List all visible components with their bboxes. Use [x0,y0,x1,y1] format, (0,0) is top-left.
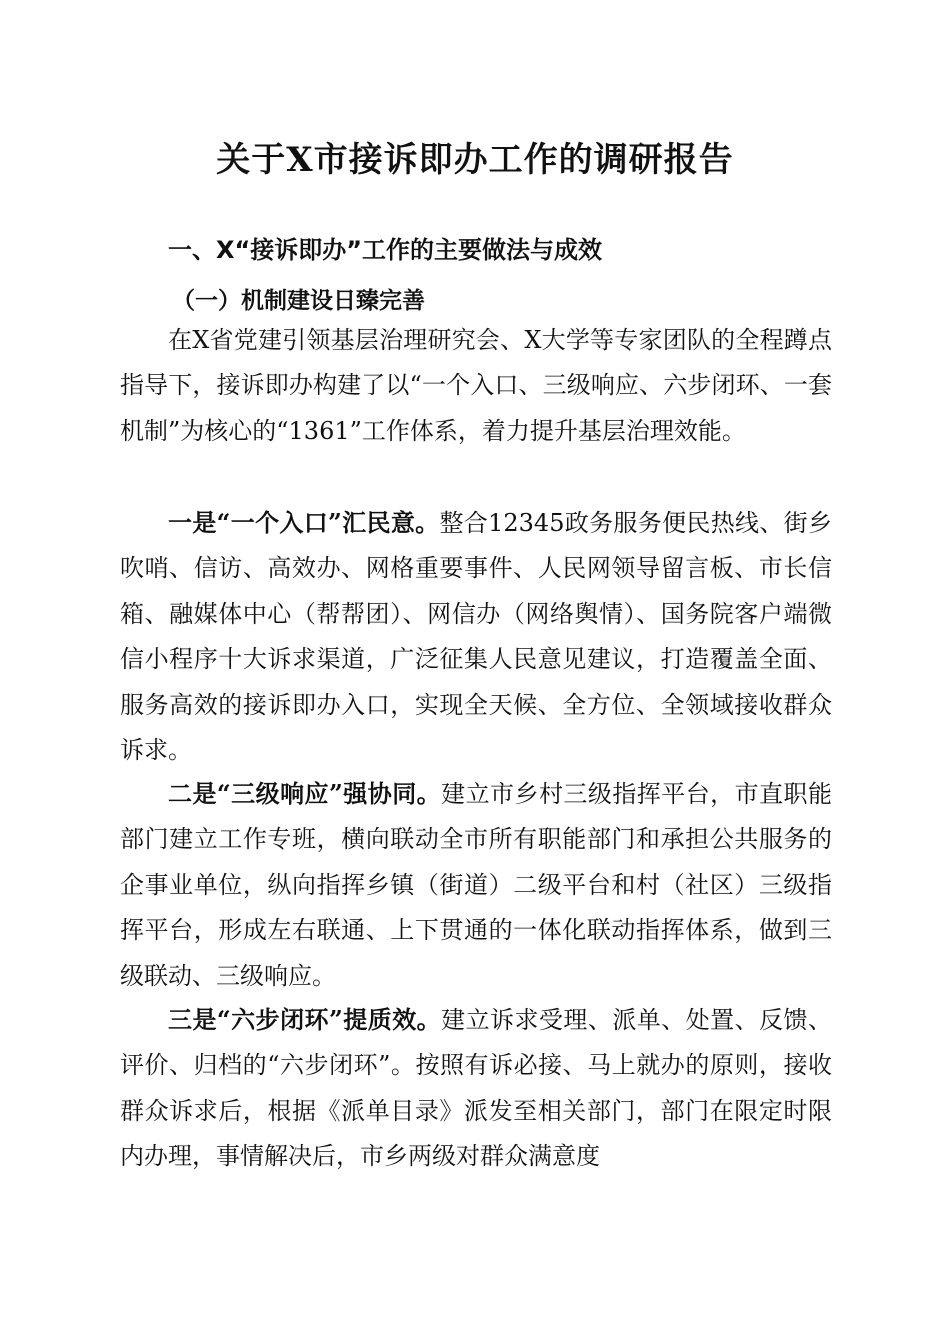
paragraph-2 [120,500,832,773]
paragraph-lead: 一是“一个入口”汇民意。 [168,508,440,537]
paragraph-text: 建立市乡村三级指挥平台，市直职能部门建立工作专班，横向联动全市所有职能部门和承担公共服务的企事业单位，纵向指挥乡镇（街道）二级平台和村（社区）三级指挥平台，形成左右联通、上下贯通的一体化联动指挥体系，做到三级联动、三级响应。 [120,780,833,990]
paragraph-3 [120,771,832,999]
paragraph-4 [120,997,832,1180]
paragraph-text: 在X省党建引领基层治理研究会、X大学等专家团队的全程蹲点指导下，接诉即办构建了以“一个入口、三级响应、六步闭环、一套机制”为核心的“1361”工作体系，着力提升基层治理效能。 [120,326,832,445]
paragraph-lead: 二是“三级响应”强协同。 [168,779,442,808]
document-title: 关于X市接诉即办工作的调研报告 [216,140,734,180]
paragraph-lead: 三是“六步闭环”提质效。 [168,1005,442,1034]
section-heading: 一、X“接诉即办”工作的主要做法与成效 [168,236,603,264]
paragraph-text: 建立诉求受理、派单、处置、反馈、评价、归档的“六步闭环”。按照有诉必接、马上就办的原则，接收群众诉求后，根据《派单目录》派发至相关部门，部门在限定时限内办理，事情解决后，市乡两级对群众满意度 [120,1006,833,1171]
paragraph-1 [120,318,832,454]
subsection-heading: （一）机制建设日臻完善 [172,287,425,314]
paragraph-text: 整合12345政务服务便民热线、街乡吹哨、信访、高效办、网格重要事件、人民网领导留言板、市长信箱、融媒体中心（帮帮团）、网信办（网络舆情）、国务院客户端微信小程序十大诉求渠道，广泛征集人民意见建议，打造覆盖全面、服务高效的接诉即办入口，实现全天候、全方位、全领域接收群众诉求。 [120,509,832,765]
